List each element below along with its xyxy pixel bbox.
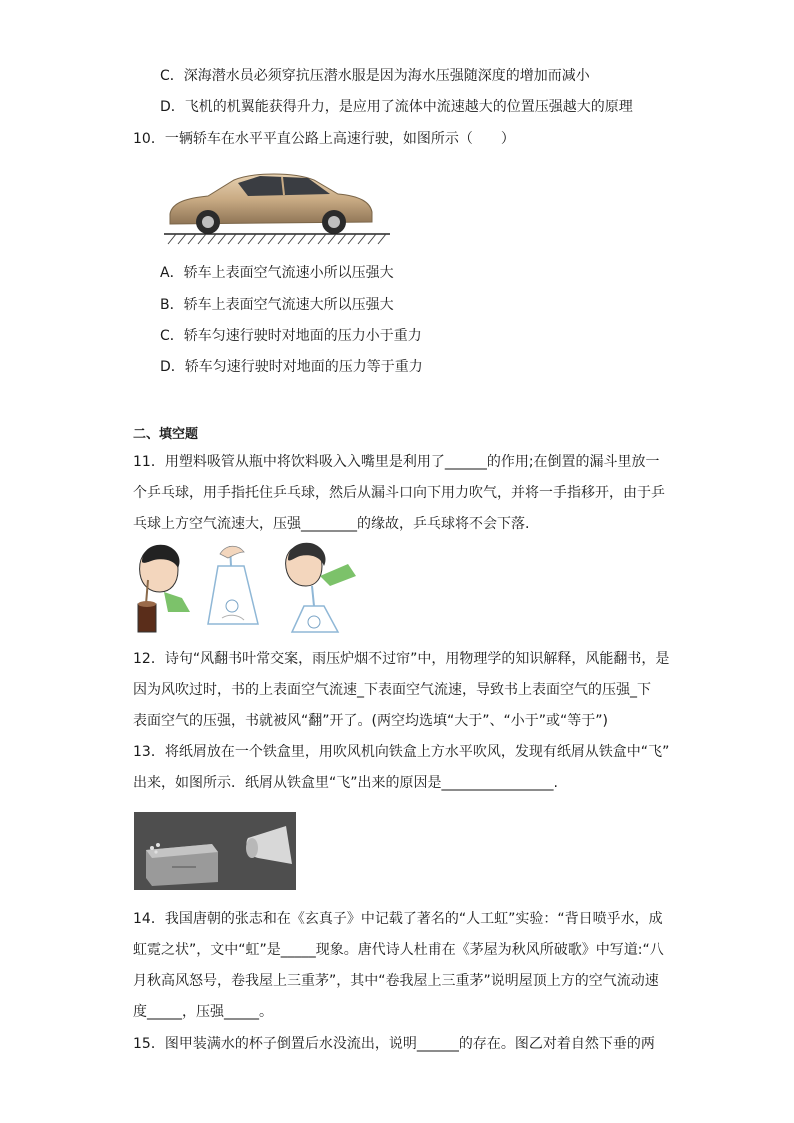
q13-line-1: 13．将纸屑放在一个铁盒里，用吹风机向铁盒上方水平吹风，发现有纸屑从铁盒中“飞”	[133, 744, 670, 760]
straw-funnel-figure	[134, 540, 364, 636]
paper-box-blower-photo	[134, 812, 296, 890]
q10-option-d: D．轿车匀速行驶时对地面的压力等于重力	[160, 359, 423, 375]
q10-option-c: C．轿车匀速行驶时对地面的压力小于重力	[160, 328, 422, 344]
q11-line-1: 11．用塑料吸管从瓶中将饮料吸入入嘴里是利用了______的作用;在倒置的漏斗里放一	[133, 454, 660, 470]
q9-option-c: C．深海潜水员必须穿抗压潜水服是因为海水压强随深度的增加而减小	[160, 68, 590, 84]
person-drinking-image	[138, 545, 190, 632]
car-figure	[164, 166, 390, 246]
q10-option-a: A．轿车上表面空气流速小所以压强大	[160, 265, 394, 281]
q12-line-3: 表面空气的压强，书就被风“翻”开了。(两空均选填“大于”、“小于”或“等于”)	[133, 713, 608, 729]
q14-line-1: 14．我国唐朝的张志和在《玄真子》中记载了著名的“人工虹”实验：“背日喷乎水，成	[133, 911, 663, 927]
q12-line-1: 12．诗句“风翻书叶常交案，雨压炉烟不过帘”中，用物理学的知识解释，风能翻书，是	[133, 651, 670, 667]
q14-line-2: 虹霓之状”，文中“虹”是_____现象。唐代诗人杜甫在《茅屋为秋风所破歌》中写道:“八	[133, 942, 664, 958]
q10-option-b: B．轿车上表面空气流速大所以压强大	[160, 297, 394, 313]
q13-line-2: 出来，如图所示．纸屑从铁盒里“飞”出来的原因是________________.	[133, 775, 558, 791]
person-blowing-image	[286, 543, 356, 632]
funnel-hand-image	[208, 546, 258, 624]
q11-line-2: 个乒乓球，用手指托住乒乓球，然后从漏斗口向下用力吹气，并将一手指移开，由于乒	[133, 485, 665, 501]
section-title-fill-in: 二、填空题	[133, 427, 199, 442]
q11-line-3: 乓球上方空气流速大，压强________的缘故，乒乓球将不会下落.	[133, 516, 530, 532]
q9-option-d: D．飞机的机翼能获得升力，是应用了流体中流速越大的位置压强越大的原理	[160, 99, 633, 115]
q14-line-4: 度_____，压强_____。	[133, 1004, 273, 1020]
q12-line-2: 因为风吹过时，书的上表面空气流速_下表面空气流速，导致书上表面空气的压强_下	[133, 682, 651, 698]
q14-line-3: 月秋高风怒号，卷我屋上三重茅”，其中“卷我屋上三重茅”说明屋顶上方的空气流动速	[133, 973, 659, 989]
q15-line-1: 15．图甲装满水的杯子倒置后水没流出，说明______的存在。图乙对着自然下垂的两	[133, 1036, 655, 1052]
q10-stem: 10．一辆轿车在水平平直公路上高速行驶，如图所示（ ）	[133, 131, 515, 147]
